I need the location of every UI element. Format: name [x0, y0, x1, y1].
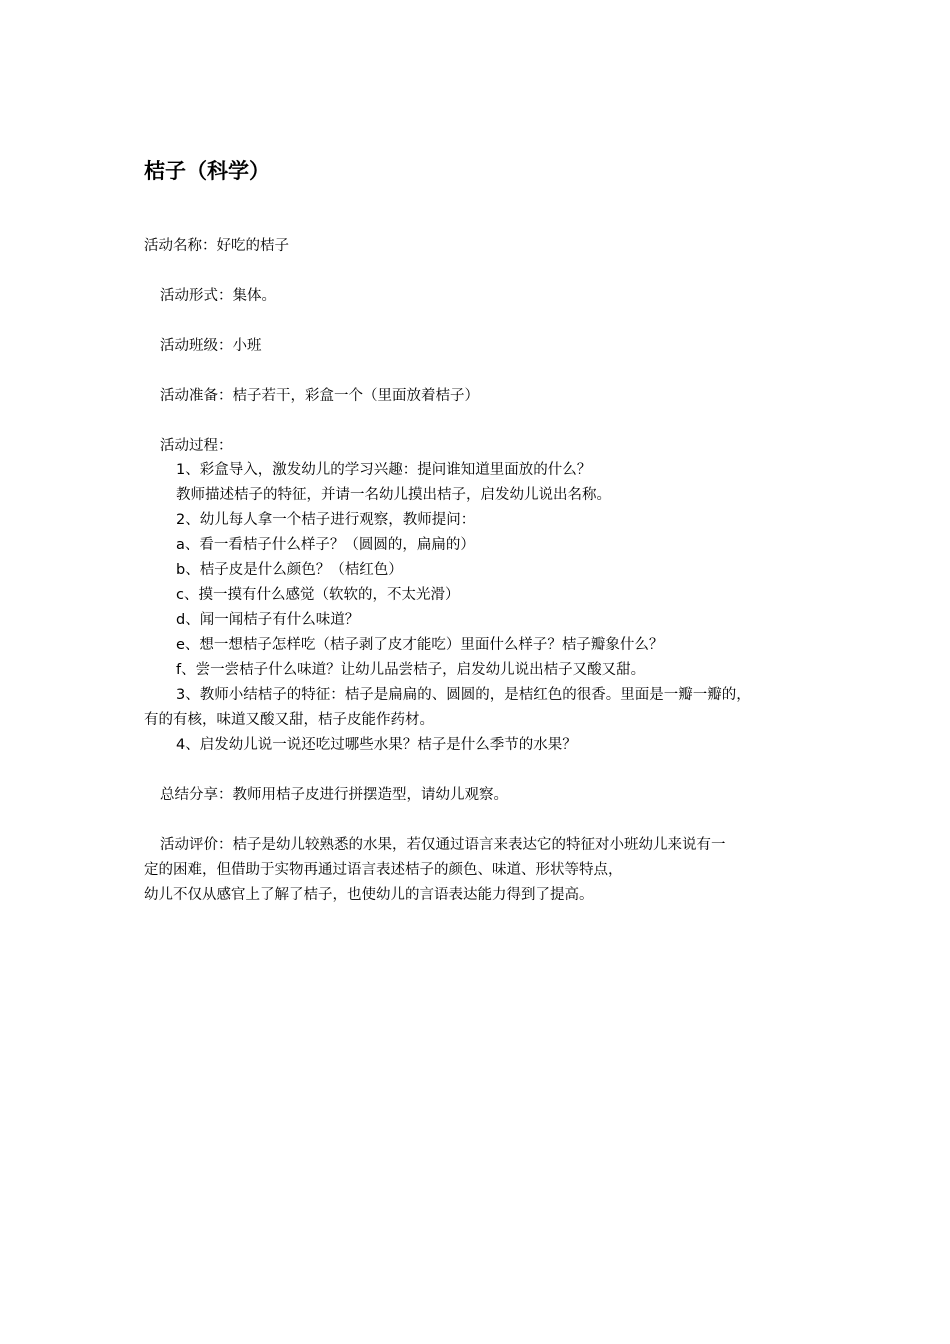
process-step: a、看一看桔子什么样子？（圆圆的，扁扁的） [176, 537, 475, 553]
process-step: 1、彩盒导入，激发幼儿的学习兴趣：提问谁知道里面放的什么？ [176, 462, 592, 478]
process-step: 有的有核，味道又酸又甜，桔子皮能作药材。 [144, 712, 434, 728]
process-step: 3、教师小结桔子的特征：桔子是扁扁的、圆圆的，是桔红色的很香。里面是一瓣一瓣的， [176, 687, 751, 703]
summary: 总结分享：教师用桔子皮进行拼摆造型，请幼儿观察。 [160, 787, 508, 803]
activity-form: 活动形式：集体。 [160, 288, 276, 304]
activity-name: 活动名称：好吃的桔子 [144, 238, 289, 254]
process-step: f、尝一尝桔子什么味道？让幼儿品尝桔子，启发幼儿说出桔子又酸又甜。 [176, 662, 646, 678]
activity-prep: 活动准备：桔子若干，彩盒一个（里面放着桔子） [160, 388, 479, 404]
process-step: d、闻一闻桔子有什么味道？ [176, 612, 360, 628]
process-step: b、桔子皮是什么颜色？（桔红色） [176, 562, 403, 578]
evaluation-line: 幼儿不仅从感官上了解了桔子，也使幼儿的言语表达能力得到了提高。 [144, 887, 594, 903]
document-title: 桔子（科学） [144, 159, 270, 183]
process-step: e、想一想桔子怎样吃（桔子剥了皮才能吃）里面什么样子？桔子瓣象什么？ [176, 637, 664, 653]
activity-class: 活动班级：小班 [160, 338, 262, 354]
process-step: 4、启发幼儿说一说还吃过哪些水果？桔子是什么季节的水果？ [176, 737, 577, 753]
process-step: 2、幼儿每人拿一个桔子进行观察，教师提问： [176, 512, 476, 528]
process-step: 教师描述桔子的特征，并请一名幼儿摸出桔子，启发幼儿说出名称。 [176, 487, 611, 503]
process-step: c、摸一摸有什么感觉（软软的，不太光滑） [176, 587, 460, 603]
evaluation-line: 定的困难，但借助于实物再通过语言表述桔子的颜色、味道、形状等特点， [144, 862, 623, 878]
activity-process-label: 活动过程： [160, 438, 233, 454]
evaluation-line: 活动评价：桔子是幼儿较熟悉的水果，若仅通过语言来表达它的特征对小班幼儿来说有一 [160, 837, 726, 853]
